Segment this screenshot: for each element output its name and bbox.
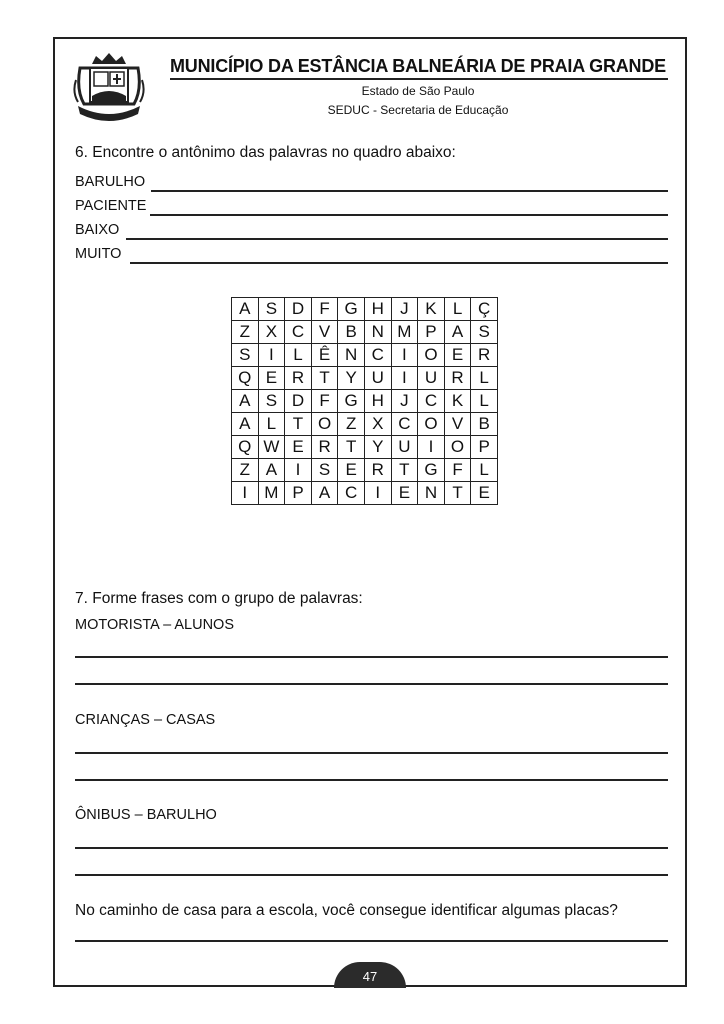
grid-cell[interactable]: J (391, 298, 418, 321)
question-6-prompt: 6. Encontre o antônimo das palavras no quadro abaixo: (75, 144, 456, 161)
grid-cell[interactable]: H (364, 390, 391, 413)
sentence-line[interactable] (75, 752, 668, 754)
grid-cell[interactable]: P (471, 436, 498, 459)
sentence-line[interactable] (75, 656, 668, 658)
grid-cell[interactable]: Q (232, 367, 259, 390)
grid-cell[interactable]: E (391, 482, 418, 505)
grid-cell[interactable]: C (285, 321, 312, 344)
grid-cell[interactable]: I (232, 482, 259, 505)
sentence-line[interactable] (75, 874, 668, 876)
grid-cell[interactable]: E (285, 436, 312, 459)
grid-cell[interactable]: R (285, 367, 312, 390)
word-group-3: ÔNIBUS – BARULHO (75, 807, 217, 823)
grid-row (232, 298, 498, 321)
question-8-prompt: No caminho de casa para a escola, você consegue identificar algumas placas? (75, 902, 618, 919)
grid-cell[interactable]: I (418, 436, 445, 459)
grid-cell[interactable]: Z (232, 459, 259, 482)
state-label: Estado de São Paulo (361, 84, 475, 98)
grid-cell[interactable]: S (232, 344, 259, 367)
grid-cell[interactable]: G (338, 390, 365, 413)
grid-cell[interactable]: U (391, 436, 418, 459)
grid-cell[interactable]: K (418, 298, 445, 321)
grid-cell[interactable]: K (444, 390, 471, 413)
grid-row (232, 482, 498, 505)
grid-cell[interactable]: S (258, 390, 285, 413)
grid-cell[interactable]: A (258, 459, 285, 482)
grid-cell[interactable]: U (418, 367, 445, 390)
grid-cell[interactable]: P (285, 482, 312, 505)
grid-cell[interactable]: Y (364, 436, 391, 459)
grid-cell[interactable]: C (364, 344, 391, 367)
grid-cell[interactable]: L (471, 367, 498, 390)
sentence-line[interactable] (75, 847, 668, 849)
grid-cell[interactable]: R (311, 436, 338, 459)
word-group-1: MOTORISTA – ALUNOS (75, 617, 235, 633)
grid-cell[interactable]: D (285, 390, 312, 413)
grid-cell[interactable]: S (311, 459, 338, 482)
grid-cell[interactable]: F (444, 459, 471, 482)
grid-cell[interactable]: Ê (311, 344, 338, 367)
grid-cell[interactable]: N (338, 344, 365, 367)
grid-cell[interactable]: A (444, 321, 471, 344)
grid-cell[interactable]: L (471, 390, 498, 413)
grid-cell[interactable]: I (391, 344, 418, 367)
page-frame (53, 37, 687, 987)
grid-cell[interactable]: U (364, 367, 391, 390)
grid-cell[interactable]: X (364, 413, 391, 436)
header-divider (170, 78, 668, 80)
grid-cell[interactable]: L (444, 298, 471, 321)
grid-cell[interactable]: L (258, 413, 285, 436)
grid-row (232, 413, 498, 436)
grid-row (232, 459, 498, 482)
sentence-line[interactable] (75, 779, 668, 781)
grid-cell[interactable]: T (311, 367, 338, 390)
word-group-2: CRIANÇAS – CASAS (75, 712, 216, 728)
grid-cell[interactable]: M (391, 321, 418, 344)
word-search-grid (231, 297, 498, 505)
grid-cell[interactable]: H (364, 298, 391, 321)
grid-cell[interactable]: D (285, 298, 312, 321)
grid-cell[interactable]: F (311, 390, 338, 413)
grid-cell[interactable]: V (444, 413, 471, 436)
grid-row (232, 367, 498, 390)
grid-cell[interactable]: R (364, 459, 391, 482)
word-paciente: PACIENTE (75, 198, 147, 214)
grid-cell[interactable]: R (444, 367, 471, 390)
grid-cell[interactable]: X (258, 321, 285, 344)
grid-cell[interactable]: C (418, 390, 445, 413)
grid-cell[interactable]: Q (232, 436, 259, 459)
municipality-title: MUNICÍPIO DA ESTÂNCIA BALNEÁRIA DE PRAIA GRANDE (170, 56, 666, 76)
answer-line-signs[interactable] (75, 940, 668, 942)
grid-cell[interactable]: I (285, 459, 312, 482)
grid-cell[interactable]: J (391, 390, 418, 413)
grid-cell[interactable]: Y (338, 367, 365, 390)
page-number: 47 (334, 962, 406, 988)
question-7-prompt: 7. Forme frases com o grupo de palavras: (75, 590, 363, 607)
word-muito: MUITO (75, 246, 122, 262)
grid-cell[interactable]: A (232, 390, 259, 413)
grid-cell[interactable]: T (285, 413, 312, 436)
grid-row (232, 436, 498, 459)
grid-cell[interactable]: Ç (471, 298, 498, 321)
answer-line-baixo[interactable] (126, 238, 668, 240)
grid-cell[interactable]: G (418, 459, 445, 482)
grid-cell[interactable]: T (444, 482, 471, 505)
grid-cell[interactable]: N (364, 321, 391, 344)
grid-cell[interactable]: I (258, 344, 285, 367)
grid-cell[interactable]: B (338, 321, 365, 344)
grid-row (232, 344, 498, 367)
grid-cell[interactable]: A (311, 482, 338, 505)
grid-cell[interactable]: F (311, 298, 338, 321)
grid-cell[interactable]: I (364, 482, 391, 505)
grid-row (232, 321, 498, 344)
grid-cell[interactable]: C (338, 482, 365, 505)
grid-cell[interactable]: R (471, 344, 498, 367)
grid-row (232, 390, 498, 413)
grid-cell[interactable]: G (338, 298, 365, 321)
sentence-line[interactable] (75, 683, 668, 685)
grid-cell[interactable]: O (418, 344, 445, 367)
grid-cell[interactable]: I (391, 367, 418, 390)
grid-cell[interactable]: N (418, 482, 445, 505)
grid-cell[interactable]: E (444, 344, 471, 367)
grid-cell[interactable]: E (338, 459, 365, 482)
answer-line-barulho[interactable] (151, 190, 668, 192)
grid-cell[interactable]: O (444, 436, 471, 459)
department-label: SEDUC - Secretaria de Educação (327, 103, 509, 117)
municipal-coat-of-arms-icon (72, 50, 146, 124)
grid-cell[interactable]: E (258, 367, 285, 390)
grid-cell[interactable]: V (311, 321, 338, 344)
grid-cell[interactable]: S (471, 321, 498, 344)
grid-cell[interactable]: A (232, 298, 259, 321)
grid-cell[interactable]: O (311, 413, 338, 436)
grid-cell[interactable]: L (471, 459, 498, 482)
grid-cell[interactable]: O (418, 413, 445, 436)
grid-cell[interactable]: M (258, 482, 285, 505)
grid-cell[interactable]: T (338, 436, 365, 459)
grid-cell[interactable]: L (285, 344, 312, 367)
grid-cell[interactable]: W (258, 436, 285, 459)
grid-cell[interactable]: T (391, 459, 418, 482)
grid-cell[interactable]: S (258, 298, 285, 321)
answer-line-muito[interactable] (130, 262, 668, 264)
grid-cell[interactable]: A (232, 413, 259, 436)
answer-line-paciente[interactable] (150, 214, 668, 216)
word-baixo: BAIXO (75, 222, 120, 238)
grid-cell[interactable]: B (471, 413, 498, 436)
grid-cell[interactable]: C (391, 413, 418, 436)
grid-cell[interactable]: E (471, 482, 498, 505)
grid-cell[interactable]: P (418, 321, 445, 344)
grid-cell[interactable]: Z (338, 413, 365, 436)
grid-cell[interactable]: Z (232, 321, 259, 344)
word-barulho: BARULHO (75, 174, 146, 190)
